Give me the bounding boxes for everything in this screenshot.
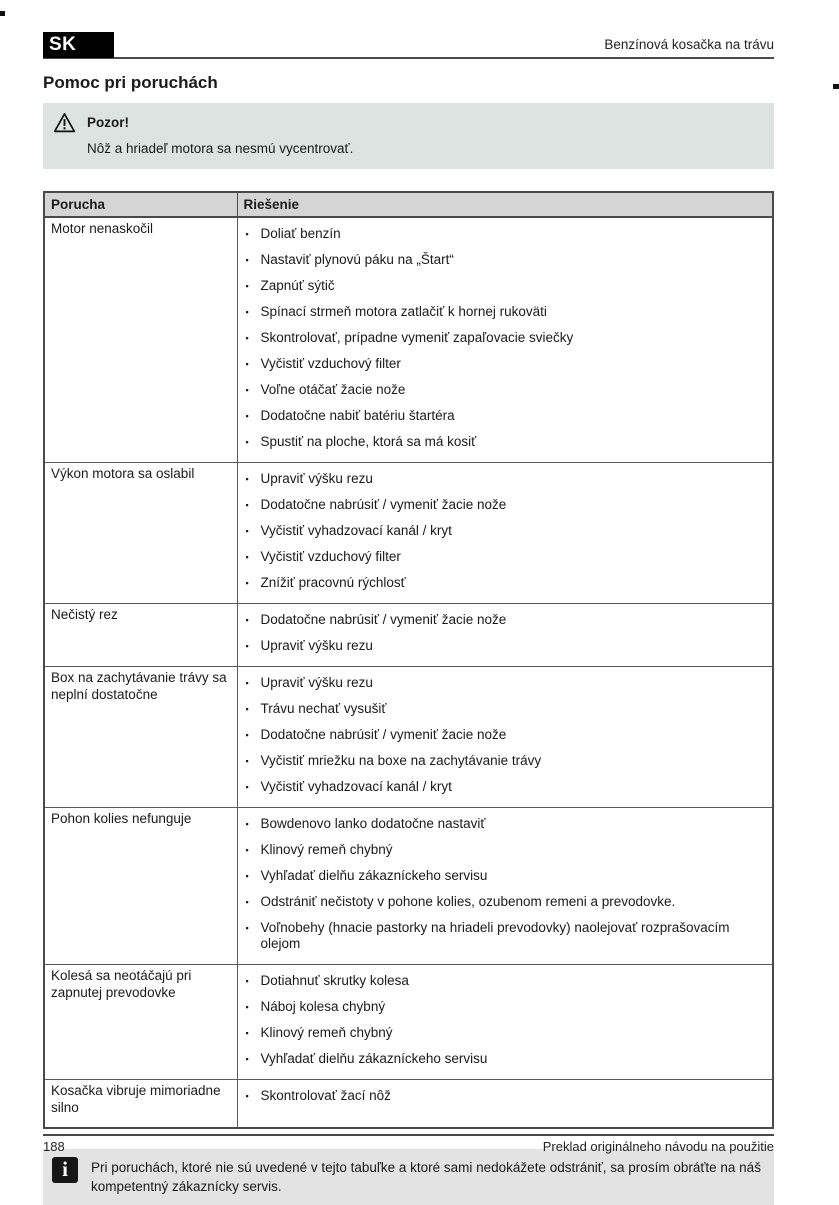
bullet-icon: ▪ [245, 756, 249, 766]
solution-item [246, 920, 767, 952]
solution-item [246, 816, 767, 832]
solution-text: Doliať benzín [260, 226, 341, 241]
solution-text: Vyčistiť vyhadzovací kanál / kryt [260, 779, 452, 794]
bullet-icon: ▪ [245, 359, 249, 369]
warning-head [53, 112, 764, 133]
problem-cell: Kolesá sa neotáčajú pri zapnutej prevodovke [44, 965, 237, 1080]
problem-cell: Motor nenaskočil [44, 217, 237, 463]
warning-title: Pozor! [87, 115, 129, 130]
table-row [44, 808, 773, 965]
solution-item [246, 471, 767, 487]
scan-artifact [0, 11, 5, 16]
bullet-icon: ▪ [245, 1028, 249, 1038]
solution-text: Spustiť na ploche, ktorá sa má kosiť [260, 434, 477, 449]
problem-cell: Kosačka vibruje mimoriadne silno [44, 1080, 237, 1128]
solution-item [246, 842, 767, 858]
note-text: Pri poruchách, ktoré nie sú uvedené v tejto tabuľke a ktoré sami nedokážete odstrániť, sa prosím obráťte na náš kompetentný zákaznícky servis. [91, 1159, 761, 1194]
bullet-icon: ▪ [245, 578, 249, 588]
solution-item [246, 434, 767, 450]
solution-text: Klinový remeň chybný [260, 1025, 393, 1040]
solution-text: Dodatočne nabrúsiť / vymeniť žacie nože [260, 612, 507, 627]
warning-box [43, 103, 774, 169]
page-header [43, 0, 774, 59]
column-header-riesenie: Riešenie [237, 192, 773, 217]
solution-text: Dodatočne nabrúsiť / vymeniť žacie nože [260, 727, 507, 742]
solution-text: Dotiahnuť skrutky kolesa [260, 973, 409, 988]
table-header-row [44, 192, 773, 217]
document-title: Benzínová kosačka na trávu [604, 37, 774, 52]
solution-item [246, 304, 767, 320]
solution-item [246, 638, 767, 654]
solution-item [246, 779, 767, 795]
solution-text: Trávu nechať vysušiť [260, 701, 387, 716]
solutions-cell [237, 463, 773, 604]
bullet-icon: ▪ [245, 819, 249, 829]
solution-text: Znížiť pracovnú rýchlosť [260, 575, 406, 590]
solution-item [246, 973, 767, 989]
solution-item [246, 1025, 767, 1041]
table-row [44, 965, 773, 1080]
column-header-porucha: Porucha [44, 192, 237, 217]
bullet-icon: ▪ [245, 229, 249, 239]
table-row [44, 604, 773, 667]
solution-item [246, 1051, 767, 1067]
fault-table [43, 191, 774, 1129]
solution-text: Voľnobehy (hnacie pastorky na hriadeli prevodovky) naolejovať rozprašovacím olejom [260, 920, 730, 951]
solution-text: Upraviť výšku rezu [260, 675, 373, 690]
solution-item [246, 330, 767, 346]
solution-item [246, 701, 767, 717]
page-footer [43, 1134, 774, 1154]
solution-text: Skontrolovať, prípadne vymeniť zapaľovacie sviečky [260, 330, 574, 345]
bullet-icon: ▪ [245, 333, 249, 343]
problem-cell: Nečistý rez [44, 604, 237, 667]
solution-item [246, 1088, 767, 1104]
bullet-icon: ▪ [245, 615, 249, 625]
bullet-icon: ▪ [245, 1054, 249, 1064]
info-icon: i [52, 1157, 78, 1183]
solution-item [246, 575, 767, 591]
bullet-icon: ▪ [245, 526, 249, 536]
bullet-icon: ▪ [245, 552, 249, 562]
solution-text: Vyhľadať dielňu zákazníckeho servisu [260, 868, 488, 883]
solution-text: Dodatočne nabrúsiť / vymeniť žacie nože [260, 497, 507, 512]
solution-item [246, 612, 767, 628]
solution-text: Klinový remeň chybný [260, 842, 393, 857]
bullet-icon: ▪ [245, 845, 249, 855]
table-row [44, 667, 773, 808]
bullet-icon: ▪ [245, 385, 249, 395]
solution-text: Náboj kolesa chybný [260, 999, 386, 1014]
bullet-icon: ▪ [245, 1091, 249, 1101]
solutions-cell [237, 965, 773, 1080]
solutions-cell [237, 667, 773, 808]
table-row [44, 1080, 773, 1128]
solution-item [246, 252, 767, 268]
bullet-icon: ▪ [245, 1002, 249, 1012]
solution-text: Vyčistiť vyhadzovací kanál / kryt [260, 523, 452, 538]
note-box [43, 1149, 774, 1205]
solution-item [246, 999, 767, 1015]
solution-text: Odstrániť nečistoty v pohone kolies, ozubenom remeni a prevodovke. [260, 894, 676, 909]
solution-item [246, 497, 767, 513]
solution-item [246, 727, 767, 743]
page-content [43, 0, 774, 1205]
language-badge: SK [43, 32, 114, 58]
solution-item [246, 356, 767, 372]
bullet-icon: ▪ [245, 500, 249, 510]
solution-text: Upraviť výšku rezu [260, 638, 373, 653]
bullet-icon: ▪ [245, 871, 249, 881]
solution-item [246, 523, 767, 539]
solution-text: Vyhľadať dielňu zákazníckeho servisu [260, 1051, 488, 1066]
scan-artifact [833, 84, 839, 89]
bullet-icon: ▪ [245, 923, 249, 933]
bullet-icon: ▪ [245, 411, 249, 421]
warning-triangle-icon [53, 112, 76, 133]
solutions-cell [237, 1080, 773, 1128]
table-row [44, 217, 773, 463]
solution-item [246, 675, 767, 691]
bullet-icon: ▪ [245, 704, 249, 714]
solution-item [246, 868, 767, 884]
solution-item [246, 408, 767, 424]
solution-item [246, 382, 767, 398]
solution-text: Zapnúť sýtič [260, 278, 335, 293]
bullet-icon: ▪ [245, 307, 249, 317]
bullet-icon: ▪ [245, 255, 249, 265]
solution-text: Skontrolovať žací nôž [260, 1088, 391, 1103]
solution-text: Bowdenovo lanko dodatočne nastaviť [260, 816, 486, 831]
bullet-icon: ▪ [245, 782, 249, 792]
warning-text: Nôž a hriadeľ motora sa nesmú vycentrovať. [87, 141, 354, 156]
problem-cell: Box na zachytávanie trávy sa neplní dostatočne [44, 667, 237, 808]
footer-text: Preklad originálneho návodu na použitie [542, 1139, 774, 1154]
problem-cell: Pohon kolies nefunguje [44, 808, 237, 965]
solutions-cell [237, 217, 773, 463]
bullet-icon: ▪ [245, 976, 249, 986]
page-number: 188 [43, 1139, 65, 1154]
solution-item [246, 278, 767, 294]
solution-item [246, 549, 767, 565]
bullet-icon: ▪ [245, 678, 249, 688]
solution-text: Spínací strmeň motora zatlačiť k hornej rukoväti [260, 304, 547, 319]
solution-text: Vyčistiť vzduchový filter [260, 549, 401, 564]
solutions-cell [237, 604, 773, 667]
page-title: Pomoc pri poruchách [43, 73, 218, 92]
bullet-icon: ▪ [245, 641, 249, 651]
solution-item [246, 226, 767, 242]
bullet-icon: ▪ [245, 730, 249, 740]
solution-item [246, 753, 767, 769]
bullet-icon: ▪ [245, 897, 249, 907]
solutions-cell [237, 808, 773, 965]
solution-item [246, 894, 767, 910]
solution-text: Voľne otáčať žacie nože [260, 382, 406, 397]
table-row [44, 463, 773, 604]
solution-text: Vyčistiť vzduchový filter [260, 356, 401, 371]
solution-text: Nastaviť plynovú páku na „Štart“ [260, 252, 454, 267]
solution-text: Upraviť výšku rezu [260, 471, 373, 486]
solution-text: Vyčistiť mriežku na boxe na zachytávanie trávy [260, 753, 542, 768]
bullet-icon: ▪ [245, 281, 249, 291]
solution-text: Dodatočne nabiť batériu štartéra [260, 408, 455, 423]
bullet-icon: ▪ [245, 474, 249, 484]
problem-cell: Výkon motora sa oslabil [44, 463, 237, 604]
bullet-icon: ▪ [245, 437, 249, 447]
